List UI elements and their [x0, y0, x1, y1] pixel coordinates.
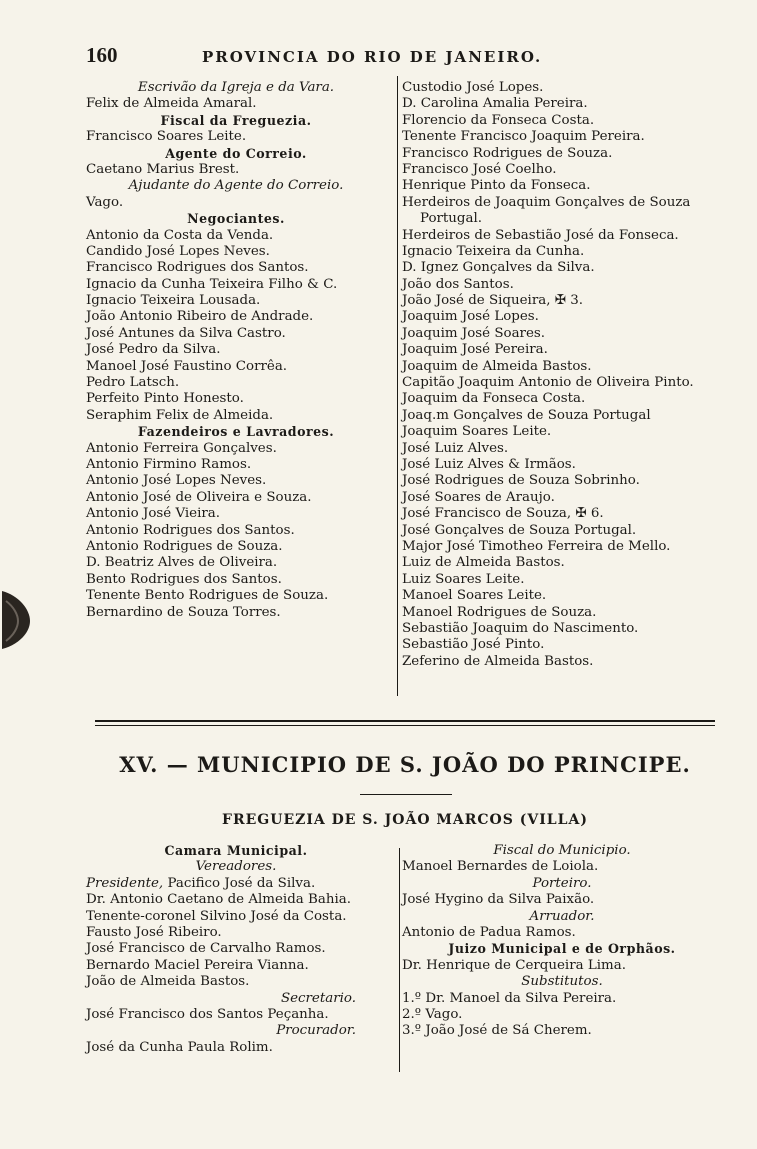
section-heading: Agente do Correio.: [165, 145, 307, 161]
right-column-top: [402, 80, 732, 670]
section-heading: Fazendeiros e Lavradores.: [137, 424, 335, 440]
list-item: José Luiz Alves.: [402, 440, 509, 456]
section-title: XV. — MUNICIPIO DE S. JOÃO DO PRINCIPE.: [119, 752, 691, 777]
binding-artifact: [0, 585, 34, 655]
list-item: João de Almeida Bastos.: [86, 974, 250, 990]
column-divider: [399, 848, 400, 1072]
list-item: Antonio Ferreira Gonçalves.: [86, 440, 277, 456]
list-item: Manoel Soares Leite.: [402, 588, 547, 604]
list-item: Joaquim Soares Leite.: [402, 424, 552, 440]
left-column-bottom: [86, 843, 386, 1056]
list-item: Antonio José Vieira.: [86, 506, 221, 522]
list-item: Joaquim de Almeida Bastos.: [402, 358, 592, 374]
list-item: Florencio da Fonseca Costa.: [402, 112, 595, 128]
list-item: José Soares de Araujo.: [402, 489, 555, 505]
list-item: Zeferino de Almeida Bastos.: [402, 653, 594, 669]
list-item: Antonio Rodrigues de Souza.: [86, 538, 283, 554]
list-item: Manoel Bernardes de Loiola.: [402, 859, 599, 875]
list-item: Tenente Bento Rodrigues de Souza.: [86, 588, 329, 604]
list-item: Antonio José de Oliveira e Souza.: [86, 489, 312, 505]
list-item: João Antonio Ribeiro de Andrade.: [86, 309, 314, 325]
list-item: Sebastião José Pinto.: [402, 637, 545, 653]
list-item: Ignacio Teixeira da Cunha.: [402, 243, 585, 259]
list-item: Antonio José Lopes Neves.: [86, 473, 267, 489]
role-heading: Arruador.: [529, 908, 595, 924]
list-item: Antonio Rodrigues dos Santos.: [86, 522, 295, 538]
list-item: Francisco Rodrigues dos Santos.: [86, 260, 309, 276]
title-rule: [360, 794, 452, 795]
list-item: Francisco José Coelho.: [402, 161, 557, 177]
list-item: Antonio Firmino Ramos.: [86, 456, 252, 472]
list-item: Candido José Lopes Neves.: [86, 243, 270, 259]
page-number: 160: [86, 43, 118, 67]
role-heading: Substitutos.: [521, 974, 603, 990]
list-item: José Rodrigues de Souza Sobrinho.: [402, 473, 640, 489]
section-heading: Juizo Municipal e de Orphãos.: [448, 941, 676, 957]
list-item: D. Ignez Gonçalves da Silva.: [402, 260, 595, 276]
list-item: Caetano Marius Brest.: [86, 161, 240, 177]
list-item: Luiz de Almeida Bastos.: [402, 555, 565, 571]
list-item: Capitão Joaquim Antonio de Oliveira Pinto.: [402, 375, 694, 391]
list-item: 3.º João José de Sá Cherem.: [402, 1023, 592, 1039]
list-item: Tenente-coronel Silvino José da Costa.: [86, 908, 347, 924]
list-item: Joaq.m Gonçalves de Souza Portugal: [402, 407, 651, 423]
list-item: Sebastião Joaquim do Nascimento.: [402, 620, 639, 636]
list-item: Fausto José Ribeiro.: [86, 924, 222, 940]
list-item: Joaquim José Pereira.: [402, 342, 548, 358]
running-head: PROVINCIA DO RIO DE JANEIRO.: [202, 48, 543, 66]
list-item: Pedro Latsch.: [86, 375, 180, 391]
list-item: Manoel José Faustino Corrêa.: [86, 358, 288, 374]
section-heading: Negociantes.: [187, 211, 285, 227]
list-item: Ignacio da Cunha Teixeira Filho & C.: [86, 276, 338, 292]
list-item: Major José Timotheo Ferreira de Mello.: [402, 538, 671, 554]
role-heading: Ajudante do Agente do Correio.: [128, 178, 344, 194]
list-item: Antonio de Padua Ramos.: [402, 924, 576, 940]
list-item: José Antunes da Silva Castro.: [86, 325, 286, 341]
list-item: Ignacio Teixeira Lousada.: [86, 293, 261, 309]
list-item: José Gonçalves de Souza Portugal.: [402, 522, 637, 538]
list-item: João José de Siqueira, ✠ 3.: [402, 293, 583, 309]
list-item: Luiz Soares Leite.: [402, 571, 525, 587]
list-item: Bernardino de Souza Torres.: [86, 604, 281, 620]
list-item: Vago.: [86, 194, 124, 210]
left-column-top: [86, 80, 386, 621]
list-item: D. Beatriz Alves de Oliveira.: [86, 555, 278, 571]
role-heading: Fiscal do Municipio.: [493, 843, 631, 858]
list-item: Francisco Rodrigues de Souza.: [402, 145, 613, 161]
list-item: Felix de Almeida Amaral.: [86, 96, 257, 112]
section-heading: Camara Municipal.: [164, 843, 308, 858]
list-item: Herdeiros de Joaquim Gonçalves de Souza: [402, 194, 691, 210]
list-item: Manoel Rodrigues de Souza.: [402, 604, 597, 620]
section-rule: [95, 725, 715, 726]
right-column-bottom: [402, 843, 722, 1040]
list-item: Dr. Henrique de Cerqueira Lima.: [402, 957, 626, 973]
list-item: João dos Santos.: [402, 276, 514, 292]
list-item: Joaquim da Fonseca Costa.: [402, 391, 586, 407]
list-item: Herdeiros de Sebastião José da Fonseca.: [402, 227, 679, 243]
list-item: Henrique Pinto da Fonseca.: [402, 178, 591, 194]
list-item: José Francisco de Souza, ✠ 6.: [402, 506, 604, 522]
list-item: 1.º Dr. Manoel da Silva Pereira.: [402, 990, 617, 1006]
list-item: Seraphim Felix de Almeida.: [86, 407, 274, 423]
section-subtitle: FREGUEZIA DE S. JOÃO MARCOS (VILLA): [222, 812, 588, 828]
list-item: José Luiz Alves & Irmãos.: [402, 456, 576, 472]
list-item: Custodio José Lopes.: [402, 80, 544, 95]
list-item: Francisco Soares Leite.: [86, 129, 247, 145]
list-item: [86, 876, 386, 892]
person-name: Pacifico José da Silva.: [163, 875, 316, 891]
list-item: Antonio da Costa da Venda.: [86, 227, 274, 243]
section-rule: [95, 720, 715, 722]
role-heading: Procurador.: [276, 1023, 356, 1039]
list-item: José Hygino da Silva Paixão.: [402, 892, 595, 908]
role-label: Presidente,: [86, 875, 164, 891]
page-header: [86, 43, 726, 69]
role-heading: Escrivão da Igreja e da Vara.: [137, 80, 335, 95]
column-divider: [397, 76, 398, 696]
list-item: 2.º Vago.: [402, 1006, 463, 1022]
list-item: Dr. Antonio Caetano de Almeida Bahia.: [86, 892, 351, 908]
list-item: D. Carolina Amalia Pereira.: [402, 96, 588, 112]
list-item: José Pedro da Silva.: [86, 342, 221, 358]
list-item: Bento Rodrigues dos Santos.: [86, 571, 282, 587]
role-heading: Porteiro.: [532, 875, 592, 891]
list-item: José Francisco de Carvalho Ramos.: [86, 941, 326, 957]
list-item: José da Cunha Paula Rolim.: [86, 1039, 273, 1055]
role-heading: Vereadores.: [195, 859, 277, 875]
list-item: Joaquim José Lopes.: [402, 309, 539, 325]
section-heading: Fiscal da Freguezia.: [160, 112, 312, 128]
list-item: Perfeito Pinto Honesto.: [86, 391, 244, 407]
role-heading: Secretario.: [280, 990, 356, 1006]
list-item-continuation: Portugal.: [420, 211, 483, 227]
list-item: Tenente Francisco Joaquim Pereira.: [402, 129, 645, 145]
list-item: José Francisco dos Santos Peçanha.: [86, 1006, 329, 1022]
list-item: Bernardo Maciel Pereira Vianna.: [86, 957, 309, 973]
list-item: Joaquim José Soares.: [402, 325, 546, 341]
